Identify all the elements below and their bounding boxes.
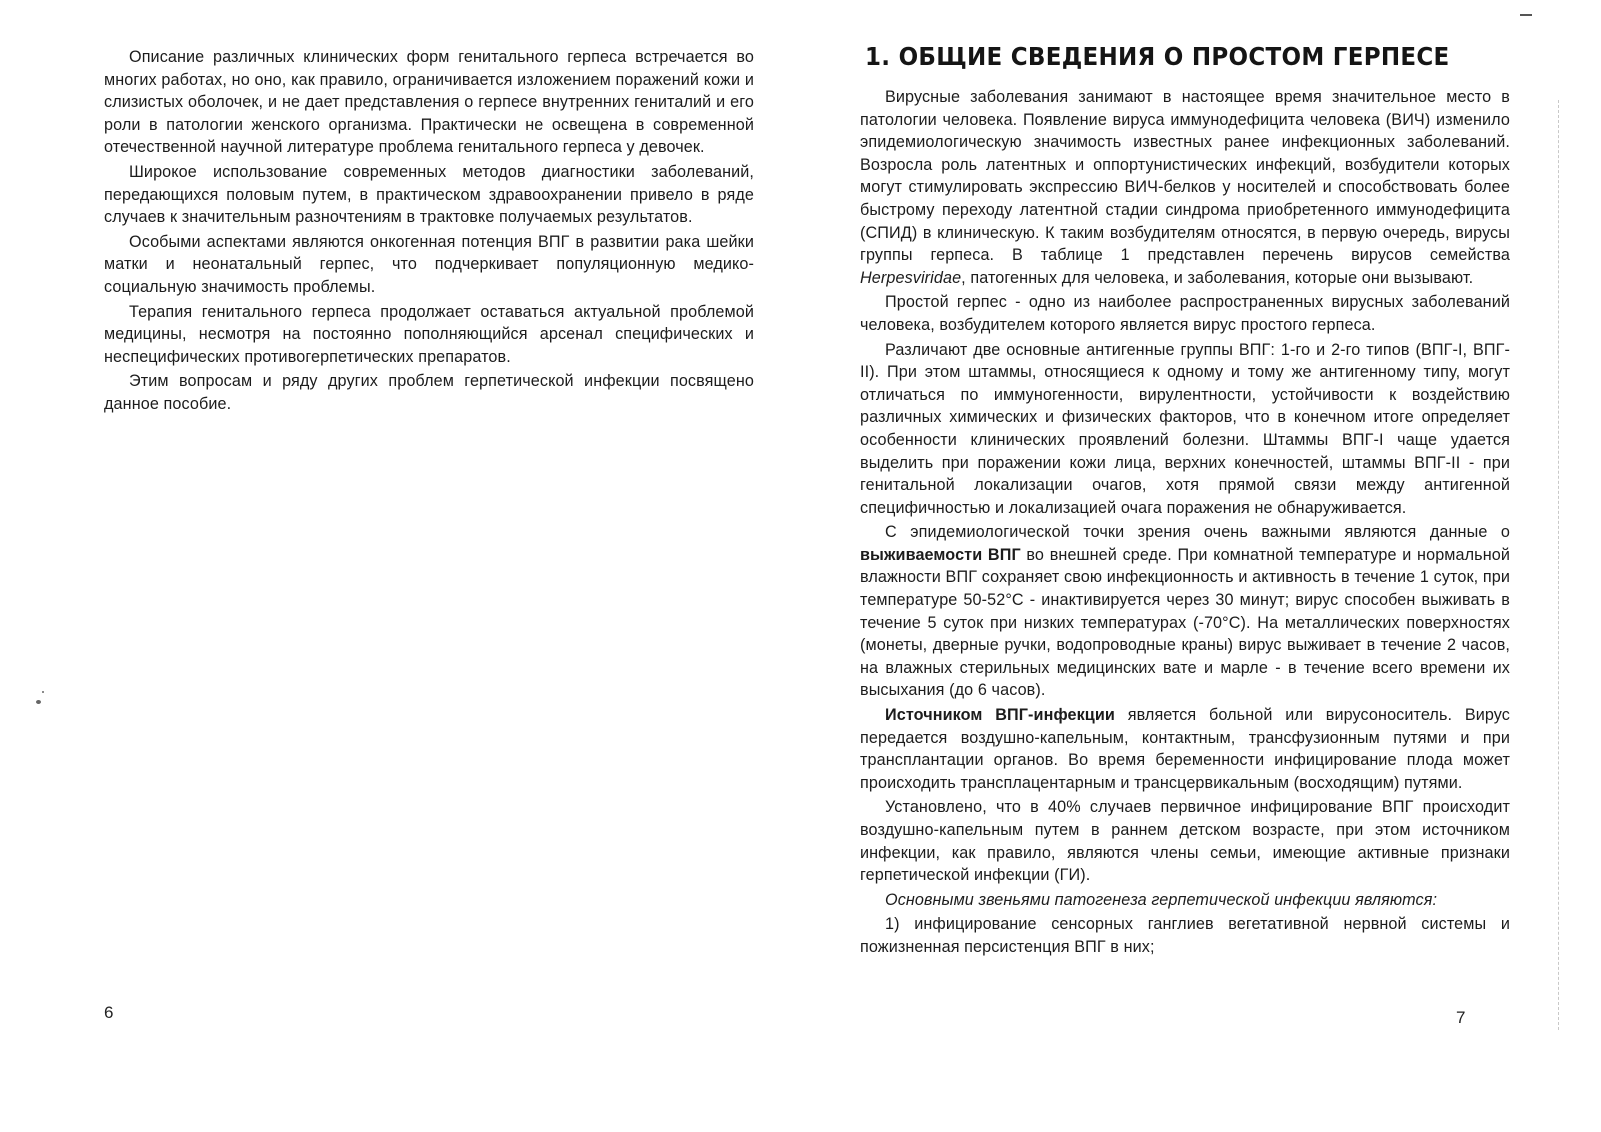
paragraph-text: , патогенных для человека, и заболевания, которые они вызывают.: [961, 268, 1474, 287]
scan-speck: [36, 700, 41, 704]
paragraph: Простой герпес - одно из наиболее распространенных вирусных заболеваний человека, возбудителем которого является вирус простого герпеса.: [860, 293, 1510, 334]
bold-term: выживаемости ВПГ: [860, 545, 1021, 564]
chapter-title: 1. ОБЩИЕ СВЕДЕНИЯ О ПРОСТОМ ГЕРПЕСЕ: [865, 42, 1450, 71]
paragraph: [860, 86, 1510, 289]
paragraph: Различают две основные антигенные группы ВПГ: 1-го и 2-го типов (ВПГ-I, ВПГ-II). При этом штаммы, относящиеся к одному и тому же антигенному типу, могут отличаться по иммуногенности, вирулентности, устойчивости к воздействию различных химических и физических факторов, что в конечном итоге определяет особенности клинических проявлений болезни. Штаммы ВПГ-I чаще удается выделить при поражении кожи лица, верхних конечностей, штаммы ВПГ-II - при генитальной локализации очагов, хотя прямой связи между антигенной специфичностью и локализацией очага поражения не обнаруживается.: [860, 340, 1510, 517]
paragraph-text: С эпидемиологической точки зрения очень важными являются данные о: [885, 523, 1510, 542]
scan-mark: [1520, 14, 1532, 16]
italic-heading: Основными звеньями патогенеза герпетической инфекции являются:: [885, 890, 1438, 909]
paragraph-text: Вирусные заболевания занимают в настоящее время значительное место в патологии человека. Появление вируса иммунодефицита человека (ВИЧ) изменило эпидемиологическую значимость известных ранее инфекционных заболеваний. Возросла роль латентных и оппортунистических инфекций, возбудители которых могут стимулировать экспрессию ВИЧ-белков у носителей и способствовать более быстрому переходу латентной стадии синдрома приобретенного иммунодефицита (СПИД) в клиническую. К таким возбудителям относятся, в первую очередь, вирусы группы герпеса. В таблице 1 представлен перечень вирусов семейства: [860, 88, 1510, 265]
paragraph: Особыми аспектами являются онкогенная потенция ВПГ в развитии рака шейки матки и неонатальный герпес, что подчеркивает популяционную медико-социальную значимость проблемы.: [104, 232, 754, 296]
paragraph: [860, 704, 1510, 794]
paragraph: [860, 521, 1510, 702]
italic-term: Herpesviridae: [860, 268, 962, 287]
paragraph: Описание различных клинических форм генитального герпеса встречается во многих работах, но оно, как правило, ограничивается изложением поражений кожи и слизистых оболочек, и не дает представления о герпесе внутренних гениталий и его роли в патологии женского организма. Практически не освещена в современной отечественной научной литературе проблема генитального герпеса у девочек.: [104, 48, 754, 157]
page-number-right: 7: [1456, 1008, 1466, 1027]
right-page: [800, 0, 1601, 1132]
paragraph: 1) инфицирование сенсорных ганглиев вегетативной нервной системы и пожизненная персистенция ВПГ в них;: [860, 915, 1510, 956]
left-page: [0, 0, 800, 1132]
right-page-body: [860, 86, 1510, 961]
bold-term: Источником ВПГ-инфекции: [885, 706, 1115, 725]
paragraph: Терапия генитального герпеса продолжает оставаться актуальной проблемой медицины, несмотря на постоянно пополняющийся арсенал специфических и неспецифических противогерпетических препаратов.: [104, 302, 754, 366]
left-page-body: [104, 46, 754, 418]
paragraph: [860, 889, 1510, 912]
page-number-left: 6: [104, 1003, 114, 1022]
paragraph: Этим вопросам и ряду других проблем герпетической инфекции посвящено данное пособие.: [104, 372, 754, 413]
paragraph-text: во внешней среде. При комнатной температуре и нормальной влажности ВПГ сохраняет свою инфекционность и активность в течение 1 суток, при температуре 50-52°С - инактивируется через 30 минут; вирус способен выживать в течение 5 суток при низких температурах (-70°С). На металлических поверхностях (монеты, дверные ручки, водопроводные краны) вирус выживает в течение 2 часов, на влажных стерильных медицинских вате и марле - в течение всего времени их высыхания (до 6 часов).: [860, 545, 1510, 700]
paragraph: Широкое использование современных методов диагностики заболеваний, передающихся половым путем, в практическом здравоохранении привело в ряде случаев к значительным разночтениям в трактовке получаемых результатов.: [104, 162, 754, 227]
paragraph-text: является больной или вирусоноситель. Вирус передается воздушно-капельным, контактным, трансфузионным путями и при трансплантации органов. Во время беременности инфицирование плода может происходить трансплацентарным и трансцервикальным (восходящим) путями.: [860, 706, 1510, 792]
scan-speck: [42, 691, 44, 693]
paragraph: Установлено, что в 40% случаев первичное инфицирование ВПГ происходит воздушно-капельным путем в раннем детском возрасте, при этом источником инфекции, как правило, являются члены семьи, имеющие активные признаки герпетической инфекции (ГИ).: [860, 798, 1510, 885]
scan-margin-line: [1558, 100, 1559, 1030]
